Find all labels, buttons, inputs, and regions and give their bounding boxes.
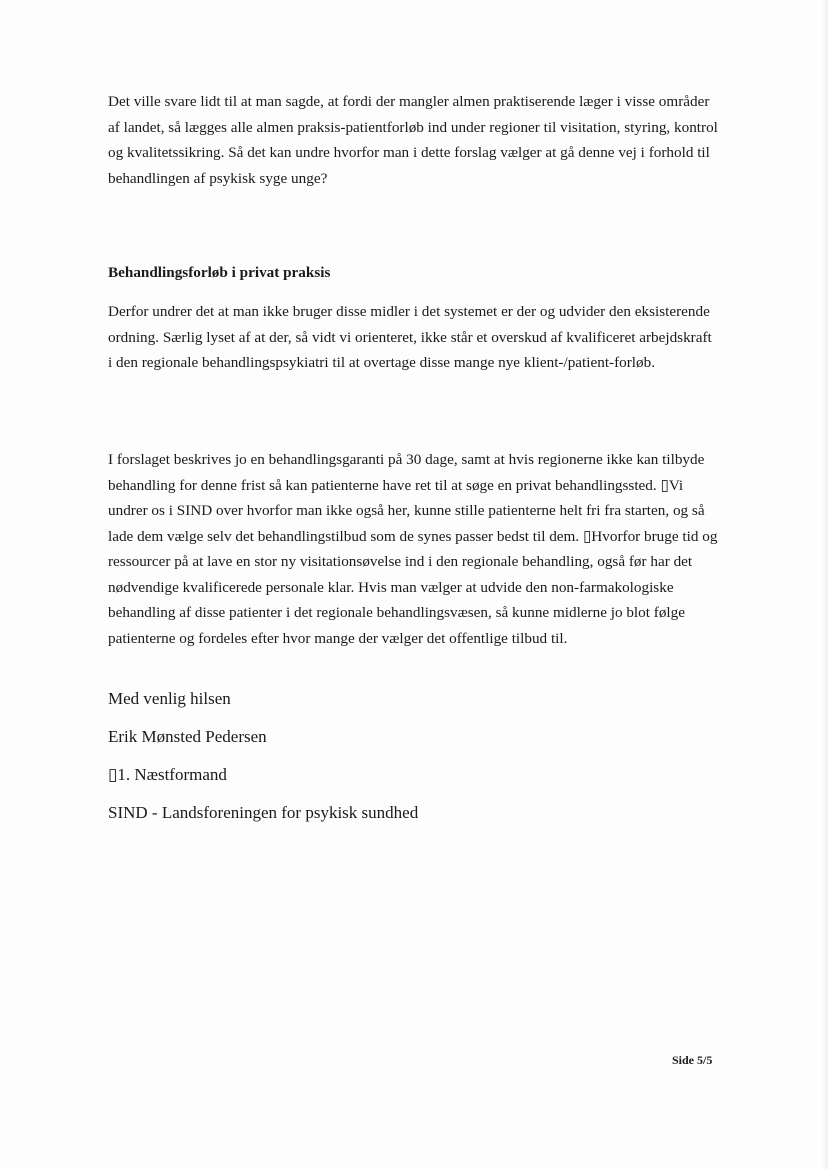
page-number: Side 5/5 xyxy=(672,1053,713,1067)
section-heading: Behandlingsforløb i privat praksis xyxy=(108,264,331,281)
signature-name: Erik Mønsted Pedersen xyxy=(108,727,267,746)
scan-edge-shadow xyxy=(822,0,828,1169)
body-paragraph-1: Det ville svare lidt til at man sagde, at fordi der mangler almen praktiserende læger i visse områder af landet, så lægges alle almen praksis-patientforløb ind under regioner til visitation, styring, kontrol og kvalitetssikring. Så det kan undre hvorfor man i dette forslag vælger at gå denne vej i forhold til behandlingen af psykisk syge unge? xyxy=(108,93,718,187)
body-paragraph-3: I forslaget beskrives jo en behandlingsgaranti på 30 dage, samt at hvis regionerne ikke kan tilbyde behandling for denne frist så kan patienterne have ret til at søge en privat behandlingssted. ▯Vi undrer os i SIND over hvorfor man ikke også her, kunne stille patienterne helt fri fra starten, og så lade dem vælge selv det behandlingstilbud som de synes passer bedst til dem. ▯Hvorfor bruge tid og ressourcer på at lave en stor ny visitationsøvelse ind i den regionale behandling, også før har det nødvendige kvalificerede personale klar. Hvis man vælger at udvide den non-farmakologiske behandling af disse patienter i det regionale behandlingsvæsen, så kunne midlerne jo blot følge patienterne og fordeles efter hvor mange der vælger det offentlige tilbud til. xyxy=(108,451,718,647)
signature-greeting: Med venlig hilsen xyxy=(108,689,231,708)
signature-organization: SIND - Landsforeningen for psykisk sundhed xyxy=(108,803,419,822)
signature-title: ▯1. Næstformand xyxy=(108,765,227,784)
body-paragraph-2: Derfor undrer det at man ikke bruger disse midler i det systemet er der og udvider den eksisterende ordning. Særlig lyset af at der, så vidt vi orienteret, ikke står et overskud af kvalificeret arbejdskraft i den regionale behandlingspsykiatri til at overtage disse mange nye klient-/patient-forløb. xyxy=(108,303,712,371)
